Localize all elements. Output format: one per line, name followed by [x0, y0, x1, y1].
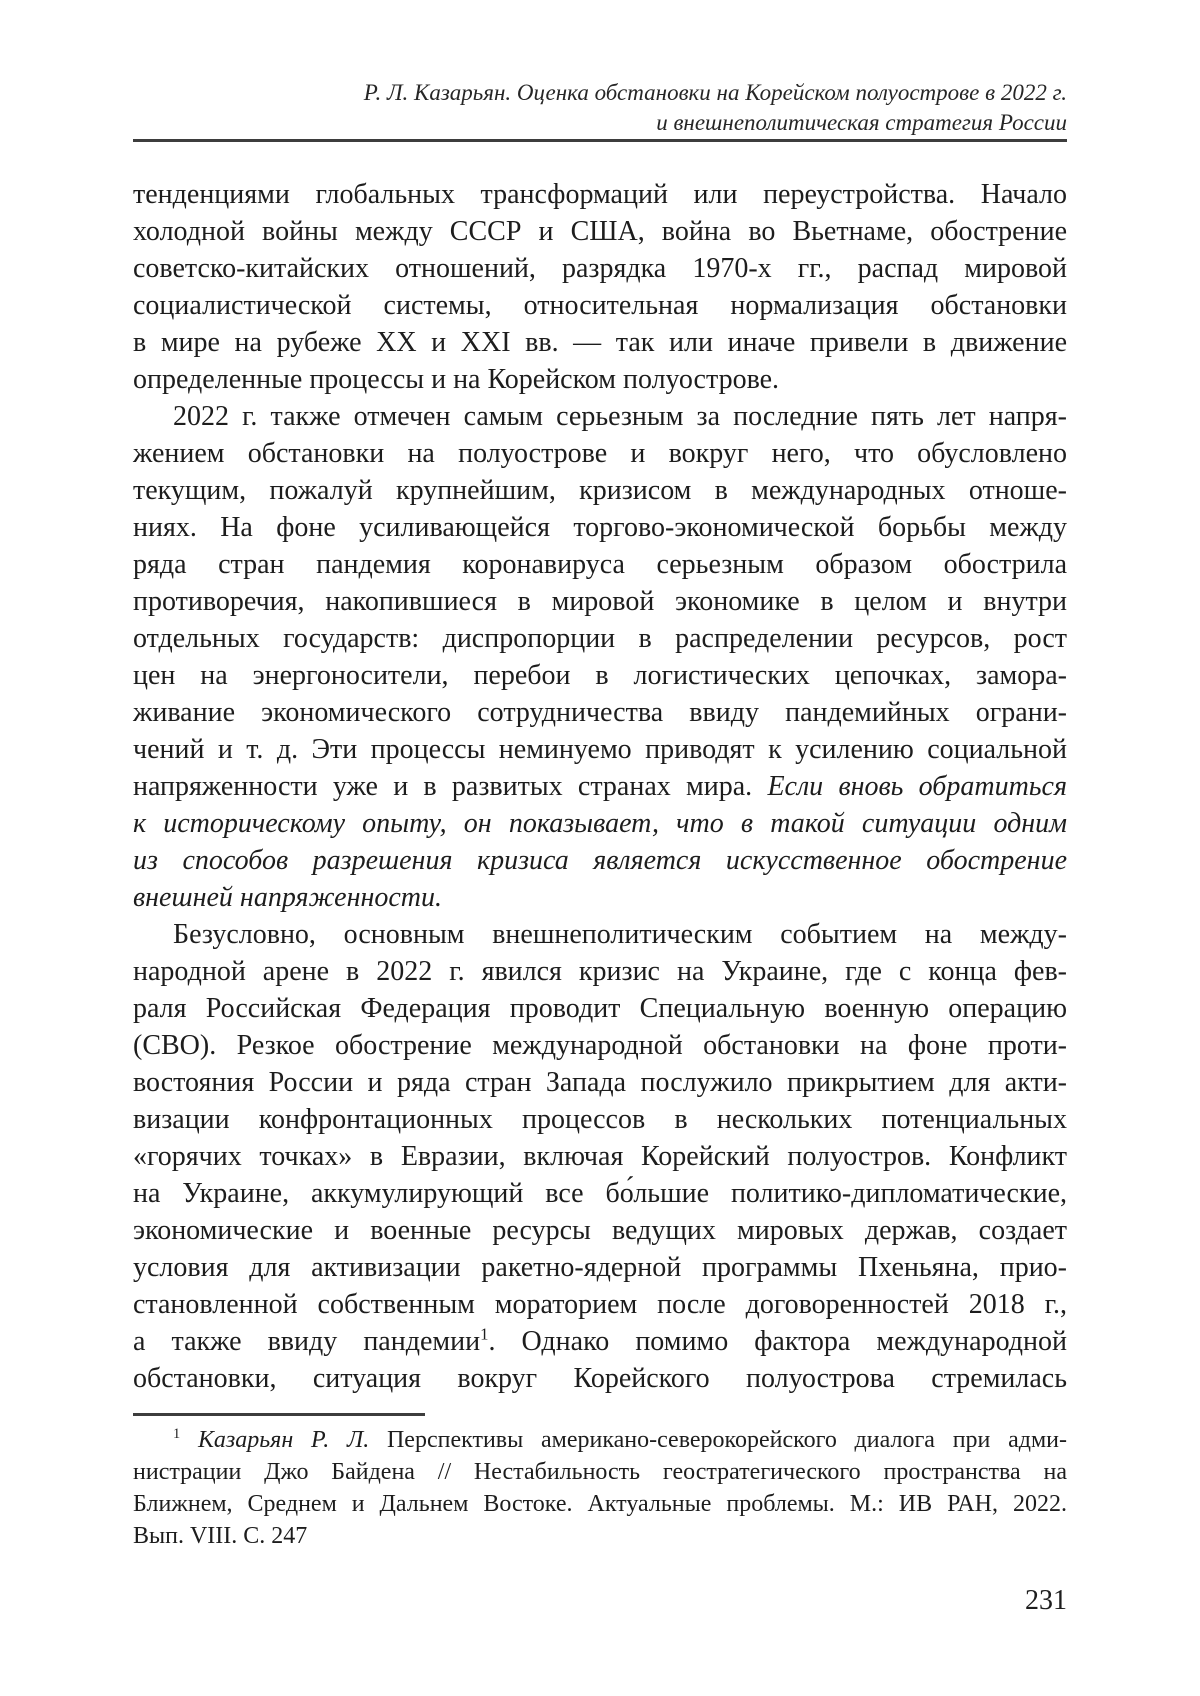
text-segment: отдельных государств: диспропорции в распределении ресурсов, рост	[133, 623, 1067, 654]
text-segment: определенные процессы и на Корейском полуострове.	[133, 364, 780, 395]
text-line	[133, 1064, 1067, 1101]
text-segment: живание экономического сотрудничества ввиду пандемийных ограни-	[133, 697, 1067, 728]
text-line	[133, 472, 1067, 509]
text-line	[133, 953, 1067, 990]
text-segment: обстановки, ситуация вокруг Корейского полуострова стремилась	[133, 1363, 1067, 1394]
text-segment: востояния России и ряда стран Запада послужило прикрытием для акти-	[133, 1067, 1067, 1098]
text-line	[133, 509, 1067, 546]
text-line	[133, 213, 1067, 250]
text-segment: условия для активизации ракетно-ядерной программы Пхеньяна, прио-	[133, 1252, 1067, 1283]
text-segment: Перспективы американо-северокорейского диалога при адми-	[369, 1427, 1068, 1453]
footnote-ref: 1	[480, 1324, 489, 1344]
text-line	[133, 1424, 1067, 1456]
text-line	[133, 1138, 1067, 1175]
text-segment: текущим, пожалуй крупнейшим, кризисом в международных отноше-	[133, 475, 1067, 506]
text-line	[133, 990, 1067, 1027]
text-line	[133, 1488, 1067, 1520]
text-segment: чений и т. д. Эти процессы неминуемо приводят к усилению социальной	[133, 734, 1067, 765]
text-segment: Ближнем, Среднем и Дальнем Востоке. Актуальные проблемы. М.: ИВ РАН, 2022.	[133, 1491, 1067, 1517]
text-line	[133, 398, 1067, 435]
text-segment: визации конфронтационных процессов в нескольких потенциальных	[133, 1104, 1067, 1135]
text-segment: на Украине, аккумулирующий все бо́льшие политико-дипломатические,	[133, 1178, 1067, 1209]
text-line	[133, 546, 1067, 583]
text-segment: противоречия, накопившиеся в мировой экономике в целом и внутри	[133, 586, 1067, 617]
text-segment: экономические и военные ресурсы ведущих мировых держав, создает	[133, 1215, 1067, 1246]
text-segment: нистрации Джо Байдена // Нестабильность геостратегического пространства на	[133, 1459, 1067, 1485]
text-segment: из способов разрешения кризиса является искусственное обострение	[133, 845, 1067, 876]
text-line	[133, 916, 1067, 953]
text-segment: раля Российская Федерация проводит Специальную военную операцию	[133, 993, 1067, 1024]
text-segment: к историческому опыту, он показывает, что в такой ситуации одним	[133, 808, 1067, 839]
text-segment: народной арене в 2022 г. явился кризис на Украине, где с конца фев-	[133, 956, 1067, 987]
footnote-rule	[133, 1413, 425, 1416]
text-segment: жением обстановки на полуострове и вокруг него, что обусловлено	[133, 438, 1067, 469]
header-rule	[133, 139, 1067, 142]
text-segment: а также ввиду пандемии	[133, 1326, 481, 1357]
text-line	[133, 657, 1067, 694]
text-segment: в мире на рубеже XX и XXI вв. — так или иначе привели в движение	[133, 327, 1067, 358]
text-line	[133, 1101, 1067, 1138]
text-line	[133, 1360, 1067, 1397]
running-header-line-1: Р. Л. Казарьян. Оценка обстановки на Корейском полуострове в 2022 г.	[363, 80, 1067, 105]
text-line	[133, 287, 1067, 324]
text-line	[133, 620, 1067, 657]
text-line	[133, 731, 1067, 768]
text-segment: 2022 г. также отмечен самым серьезным за последние пять лет напря-	[173, 401, 1067, 432]
running-header-line-2: и внешнеполитическая стратегия России	[656, 110, 1067, 135]
footnote-ref: 1	[173, 1426, 181, 1442]
text-line	[133, 324, 1067, 361]
text-line	[133, 250, 1067, 287]
text-segment: социалистической системы, относительная нормализация обстановки	[133, 290, 1067, 321]
text-segment: тенденциями глобальных трансформаций или переустройства. Начало	[133, 179, 1067, 210]
text-line	[133, 1520, 1067, 1552]
text-segment: ниях. На фоне усиливающейся торгово-экономической борьбы между	[133, 512, 1067, 543]
text-segment: цен на энергоносители, перебои в логистических цепочках, замора-	[133, 660, 1067, 691]
text-line	[133, 435, 1067, 472]
text-line	[133, 694, 1067, 731]
body-text	[133, 176, 1067, 1397]
text-segment: напряженности уже и в развитых странах мира.	[133, 771, 768, 802]
text-segment: ряда стран пандемия коронавируса серьезным образом обострила	[133, 549, 1067, 580]
text-line	[133, 583, 1067, 620]
text-line	[133, 1027, 1067, 1064]
text-segment: Вып. VIII. С. 247	[133, 1523, 308, 1549]
footnote	[133, 1424, 1067, 1552]
text-line	[133, 1323, 1067, 1360]
text-line	[133, 842, 1067, 879]
text-line	[133, 1175, 1067, 1212]
text-segment: внешней напряженности.	[133, 882, 442, 913]
text-line	[133, 1456, 1067, 1488]
text-segment: становленной собственным мораторием после договоренностей 2018 г.,	[133, 1289, 1067, 1320]
text-line	[133, 879, 1067, 916]
text-segment: (СВО). Резкое обострение международной обстановки на фоне проти-	[133, 1030, 1067, 1061]
text-segment: Безусловно, основным внешнеполитическим событием на между-	[173, 919, 1067, 950]
text-segment: «горячих точках» в Евразии, включая Корейский полуостров. Конфликт	[133, 1141, 1067, 1172]
running-header	[133, 78, 1067, 138]
text-line	[133, 805, 1067, 842]
text-segment: холодной войны между СССР и США, война во Вьетнаме, обострение	[133, 216, 1067, 247]
page-number: 231	[1025, 1585, 1067, 1616]
text-segment: Если вновь обратиться	[767, 771, 1067, 802]
text-line	[133, 1286, 1067, 1323]
text-line	[133, 361, 1067, 398]
text-line	[133, 1249, 1067, 1286]
text-segment: Казарьян Р. Л.	[180, 1427, 370, 1453]
text-segment: советско-китайских отношений, разрядка 1970-х гг., распад мировой	[133, 253, 1067, 284]
text-line	[133, 176, 1067, 213]
text-segment: . Однако помимо фактора международной	[488, 1326, 1067, 1357]
text-line	[133, 768, 1067, 805]
text-line	[133, 1212, 1067, 1249]
